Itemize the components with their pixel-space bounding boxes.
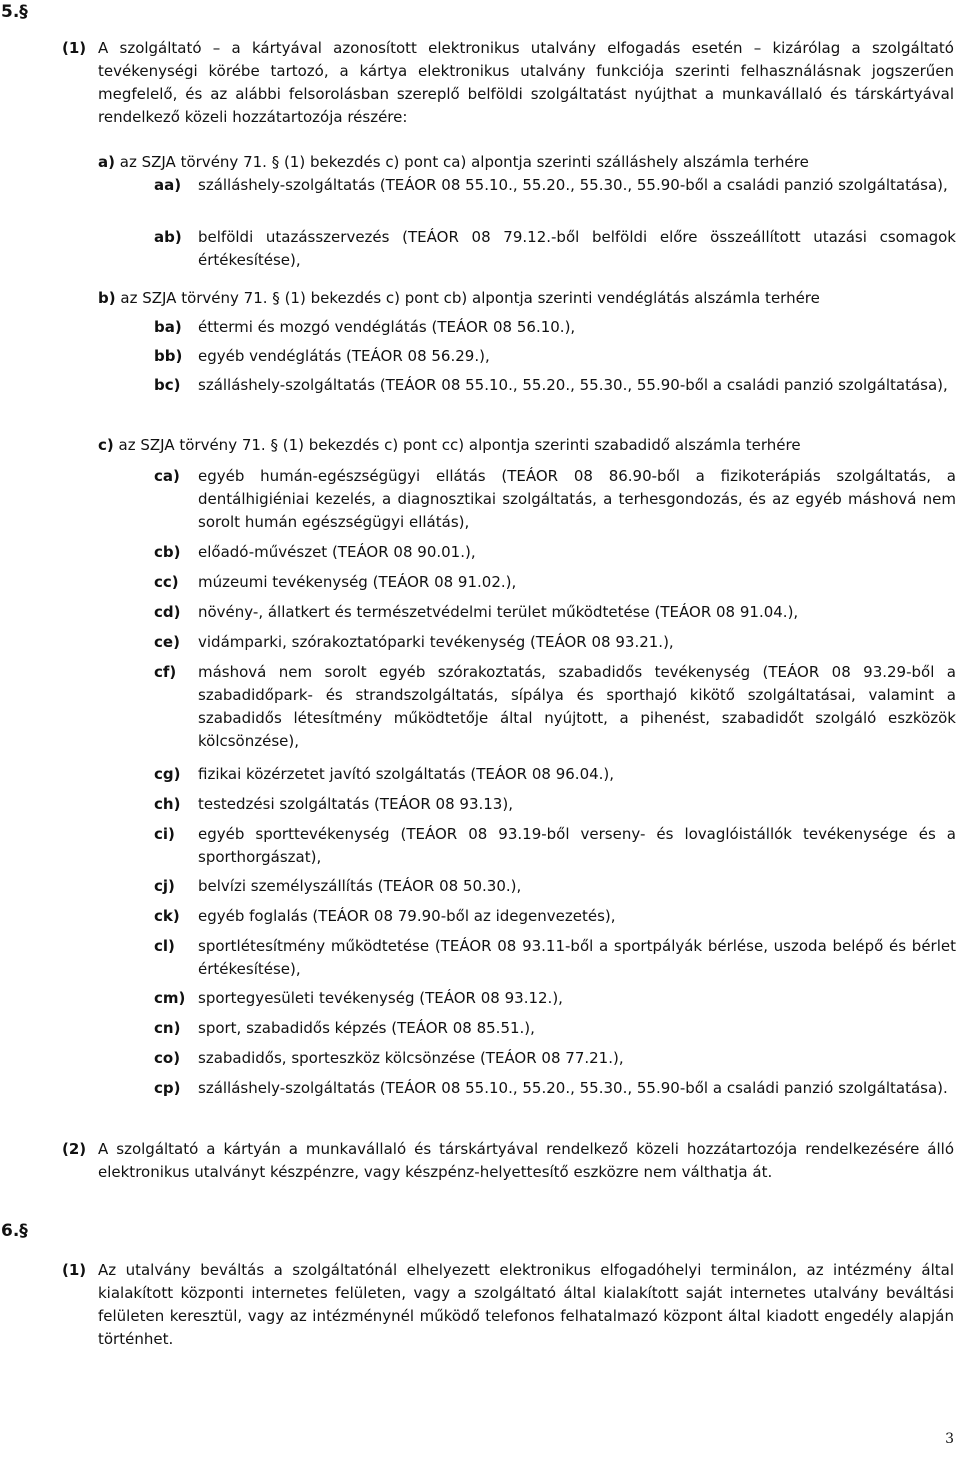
list-item-cl (154, 935, 956, 981)
list-item-cb (154, 541, 956, 564)
list-item-cj (154, 875, 956, 898)
item-label: ck) (154, 907, 180, 925)
item-text: egyéb foglalás (TEÁOR 08 79.90-ből az idegenvezetés), (198, 907, 616, 925)
paragraph-text: A szolgáltató – a kártyával azonosított elektronikus utalvány elfogadás esetén – kizárólag a szolgáltató tevékenységi körébe tartozó, a kártya elektronikus utalvány funkciója szerinti felhasználásnak jogszerűen megfelelő, és az alábbi felsorolásban szereplő belföldi szolgáltatást nyújthat a munkavállaló és társkártyával rendelkező közeli hozzátartozója részére: (98, 39, 954, 126)
item-label: bb) (154, 347, 183, 365)
paragraph-number: (1) (62, 39, 87, 57)
list-item-cf (154, 661, 956, 753)
list-item-ck (154, 905, 956, 928)
paragraph-text: A szolgáltató a kártyán a munkavállaló és társkártyával rendelkező közeli hozzátartozója rendelkezésére álló elektronikus utalványt készpénzre, vagy készpénz-helyettesítő eszközre nem válthatja át. (98, 1140, 954, 1181)
item-text: máshová nem sorolt egyéb szórakoztatás, szabadidős tevékenység (TEÁOR 08 93.29-ből a szabadidőpark- és strandszolgáltatás, sípálya és sporthajó kikötő szolgáltatásai, valamint a szabadidős létesítmény működtetője által nyújtott, a pihenést, szabadidőt szolgáló eszközök kölcsönzése), (198, 663, 956, 750)
item-label: cb) (154, 543, 181, 561)
list-item-cm (154, 987, 956, 1010)
item-label: co) (154, 1049, 181, 1067)
item-label: ch) (154, 795, 181, 813)
list-item-aa (154, 174, 956, 197)
list-item-cc (154, 571, 956, 594)
paragraph-number: (1) (62, 1261, 87, 1279)
item-label: aa) (154, 176, 182, 194)
item-text: sportlétesítmény működtetése (TEÁOR 08 93.11-ből a sportpályák bérlése, uszoda belépő és bérlet értékesítése), (198, 937, 956, 978)
item-label: c) (98, 436, 114, 454)
paragraph-text: Az utalvány beváltás a szolgáltatónál elhelyezett elektronikus elfogadóhelyi terminálon, az intézmény által kialakított központi internetes felületen, vagy a szolgáltató által kialakított saját internetes utalvány beváltási felületen keresztül, vagy az intézménynél működő telefonos felhatalmazó központ által kiadott engedély alapján történhet. (98, 1261, 954, 1348)
item-text: vidámparki, szórakoztatóparki tevékenység (TEÁOR 08 93.21.), (198, 633, 674, 651)
item-text: egyéb sporttevékenység (TEÁOR 08 93.19-ből verseny- és lovaglóistállók tevékenysége és a sporthorgászat), (198, 825, 956, 866)
list-item-ca (154, 465, 956, 534)
list-item-ab (154, 226, 956, 272)
item-text: szálláshely-szolgáltatás (TEÁOR 08 55.10., 55.20., 55.30., 55.90-ből a családi panzió szolgáltatása), (198, 376, 948, 394)
item-label: cg) (154, 765, 181, 783)
list-item-ch (154, 793, 956, 816)
item-text: az SZJA törvény 71. § (1) bekezdés c) pont ca) alpontja szerinti szálláshely alszámla terhére (119, 153, 809, 171)
item-label: ab) (154, 228, 182, 246)
item-text: fizikai közérzetet javító szolgáltatás (TEÁOR 08 96.04.), (198, 765, 615, 783)
list-item-bc (154, 374, 956, 397)
section-6-heading: 6.§ (1, 1221, 28, 1241)
item-label: cm) (154, 989, 186, 1007)
section-5-paragraph-1 (62, 37, 954, 129)
item-text: szálláshely-szolgáltatás (TEÁOR 08 55.10., 55.20., 55.30., 55.90-ből a családi panzió szolgáltatása). (198, 1079, 948, 1097)
item-label: b) (98, 289, 116, 307)
item-text: belföldi utazásszervezés (TEÁOR 08 79.12.-ből belföldi előre összeállított utazási csomagok értékesítése), (198, 228, 956, 269)
item-label: a) (98, 153, 115, 171)
section-5-heading: 5.§ (1, 2, 28, 22)
list-item-c (98, 434, 954, 457)
item-text: éttermi és mozgó vendéglátás (TEÁOR 08 56.10.), (198, 318, 576, 336)
list-item-bb (154, 345, 956, 368)
item-label: ba) (154, 318, 182, 336)
item-label: cc) (154, 573, 179, 591)
list-item-cd (154, 601, 956, 624)
item-text: az SZJA törvény 71. § (1) bekezdés c) pont cc) alpontja szerinti szabadidő alszámla terhére (118, 436, 801, 454)
item-text: előadó-művészet (TEÁOR 08 90.01.), (198, 543, 476, 561)
item-label: cd) (154, 603, 181, 621)
item-text: múzeumi tevékenység (TEÁOR 08 91.02.), (198, 573, 517, 591)
item-text: sportegyesületi tevékenység (TEÁOR 08 93.12.), (198, 989, 563, 1007)
list-item-cg (154, 763, 956, 786)
item-label: cn) (154, 1019, 181, 1037)
list-item-a (98, 151, 954, 174)
page-number: 3 (945, 1431, 954, 1447)
item-text: belvízi személyszállítás (TEÁOR 08 50.30.), (198, 877, 522, 895)
item-label: cj) (154, 877, 175, 895)
list-item-ba (154, 316, 956, 339)
item-text: egyéb humán-egészségügyi ellátás (TEÁOR 08 86.90-ből a fizikoterápiás szolgáltatás, a dentálhigiéniai kezelés, a diagnosztikai szolgáltatás, a terhesgondozás, és az egyéb máshová nem sorolt humán egészségügyi ellátás), (198, 467, 956, 531)
section-6-paragraph-1 (62, 1259, 954, 1351)
item-label: ci) (154, 825, 175, 843)
list-item-b (98, 287, 954, 310)
item-label: bc) (154, 376, 181, 394)
item-text: sport, szabadidős képzés (TEÁOR 08 85.51.), (198, 1019, 535, 1037)
item-label: ce) (154, 633, 180, 651)
list-item-co (154, 1047, 956, 1070)
list-item-ci (154, 823, 956, 869)
item-label: ca) (154, 467, 180, 485)
paragraph-number: (2) (62, 1140, 87, 1158)
section-5-paragraph-2 (62, 1138, 954, 1184)
item-label: cl) (154, 937, 175, 955)
list-item-cp (154, 1077, 956, 1100)
item-text: az SZJA törvény 71. § (1) bekezdés c) pont cb) alpontja szerinti vendéglátás alszámla terhére (120, 289, 820, 307)
item-text: szálláshely-szolgáltatás (TEÁOR 08 55.10., 55.20., 55.30., 55.90-ből a családi panzió szolgáltatása), (198, 176, 948, 194)
item-text: testedzési szolgáltatás (TEÁOR 08 93.13), (198, 795, 513, 813)
item-text: növény-, állatkert és természetvédelmi terület működtetése (TEÁOR 08 91.04.), (198, 603, 799, 621)
list-item-ce (154, 631, 956, 654)
item-label: cp) (154, 1079, 181, 1097)
item-label: cf) (154, 663, 177, 681)
list-item-cn (154, 1017, 956, 1040)
item-text: egyéb vendéglátás (TEÁOR 08 56.29.), (198, 347, 490, 365)
item-text: szabadidős, sporteszköz kölcsönzése (TEÁOR 08 77.21.), (198, 1049, 624, 1067)
